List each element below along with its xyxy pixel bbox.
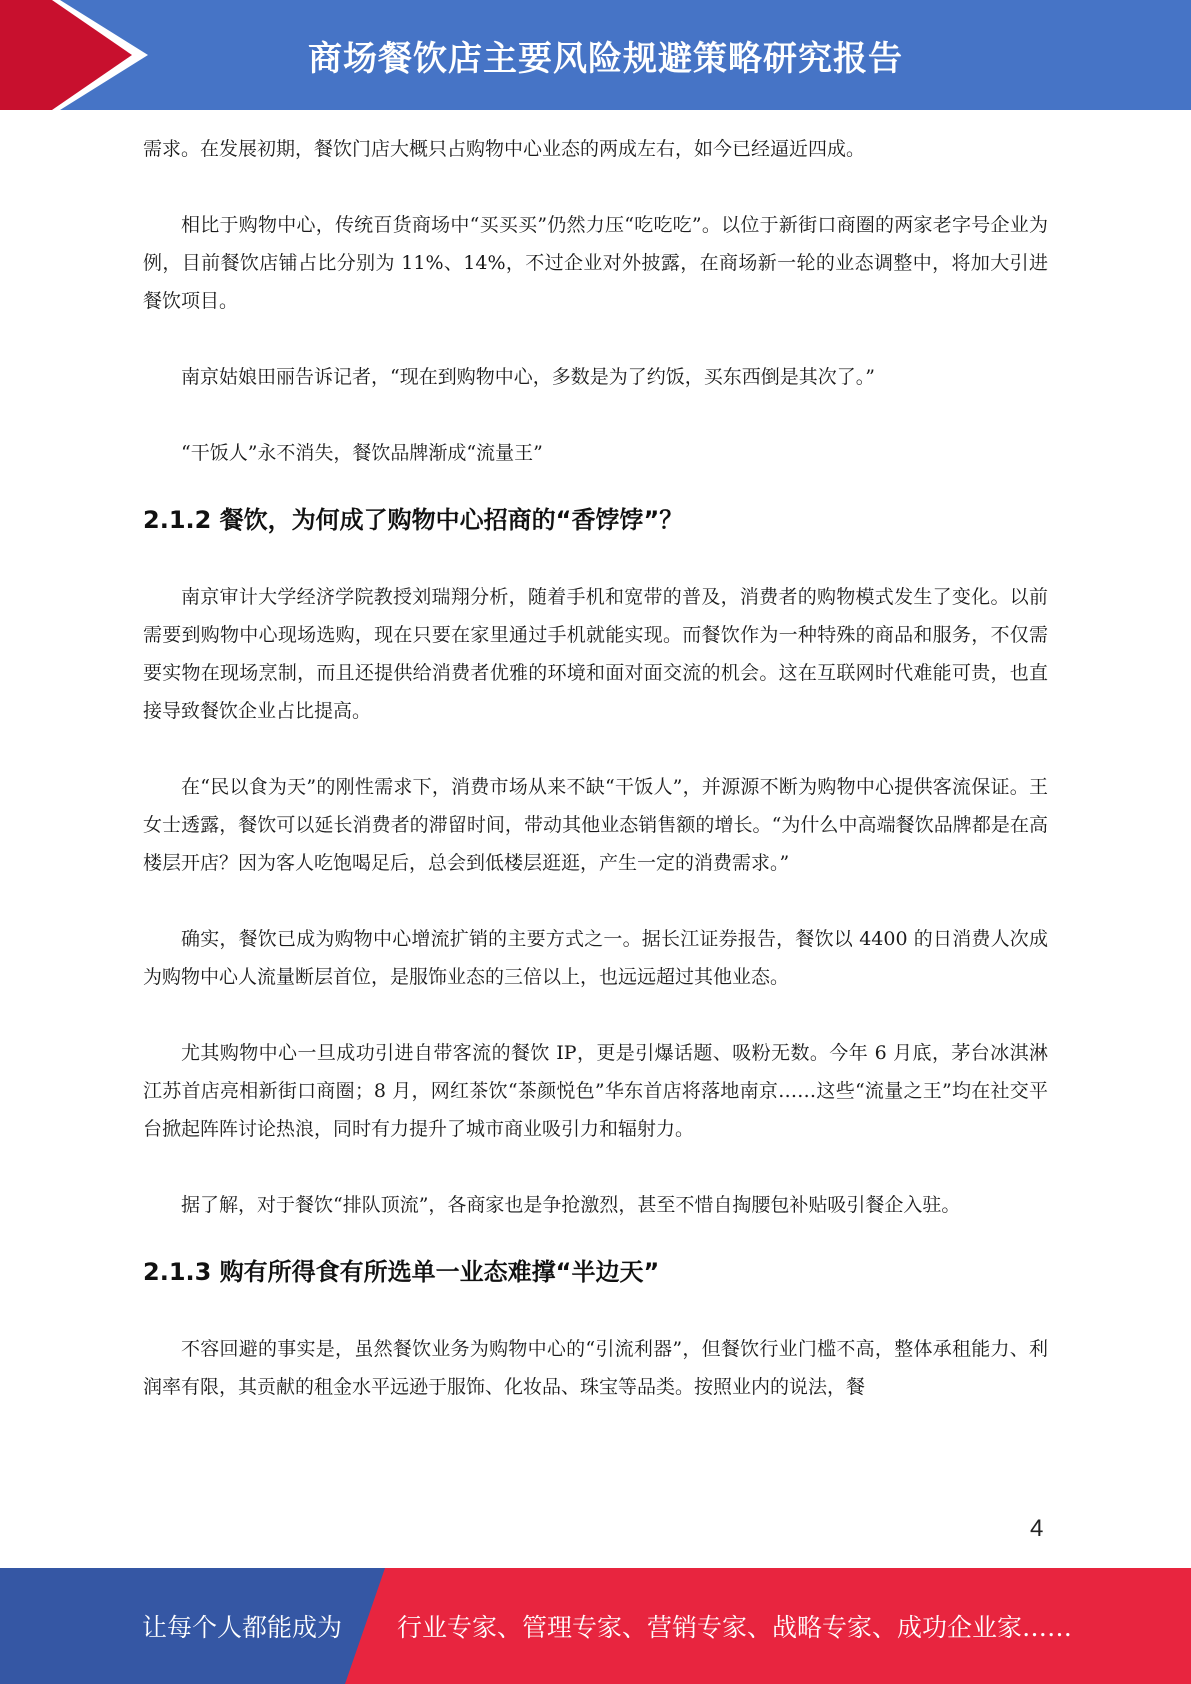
paragraph: 南京姑娘田丽告诉记者，“现在到购物中心，多数是为了约饭，买东西倒是其次了。”	[181, 366, 875, 388]
footer-slogan-left: 让每个人都能成为	[142, 1613, 343, 1642]
header-band	[0, 0, 1191, 110]
paragraph: 相比于购物中心，传统百货商场中“买买买”仍然力压“吃吃吃”。以位于新街口商圈的两家老字号企业为例，目前餐饮店铺占比分别为 11%、14%，不过企业对外披露，在商场新一轮的业态调整中，将加大引进餐饮项目。	[143, 214, 1048, 312]
paragraph: 尤其购物中心一旦成功引进自带客流的餐饮 IP，更是引爆话题、吸粉无数。今年 6 月底，茅台冰淇淋江苏首店亮相新街口商圈；8 月，网红茶饮“茶颜悦色”华东首店将落地南京……这些“流量之王”均在社交平台掀起阵阵讨论热浪，同时有力提升了城市商业吸引力和辐射力。	[143, 1042, 1048, 1140]
paragraph: 在“民以食为天”的刚性需求下，消费市场从来不缺“干饭人”，并源源不断为购物中心提供客流保证。王女士透露，餐饮可以延长消费者的滞留时间，带动其他业态销售额的增长。“为什么中高端餐饮品牌都是在高楼层开店？因为客人吃饱喝足后，总会到低楼层逛逛，产生一定的消费需求。”	[143, 776, 1048, 874]
document-body	[143, 130, 1048, 1406]
paragraph: “干饭人”永不消失，餐饮品牌渐成“流量王”	[181, 442, 543, 464]
document-title: 商场餐饮店主要风险规避策略研究报告	[308, 38, 903, 79]
section-heading: 2.1.3 购有所得食有所选单一业态难撑“半边天”	[143, 1258, 660, 1286]
paragraph: 需求。在发展初期，餐饮门店大概只占购物中心业态的两成左右，如今已经逼近四成。	[143, 138, 866, 160]
footer-band	[0, 1568, 1191, 1684]
page-number: 4	[1030, 1515, 1044, 1542]
paragraph: 不容回避的事实是，虽然餐饮业务为购物中心的“引流利器”，但餐饮行业门槛不高，整体承租能力、利润率有限，其贡献的租金水平远逊于服饰、化妆品、珠宝等品类。按照业内的说法，餐	[143, 1338, 1048, 1398]
footer-slogan-right: 行业专家、管理专家、营销专家、战略专家、成功企业家……	[397, 1613, 1073, 1642]
paragraph: 南京审计大学经济学院教授刘瑞翔分析，随着手机和宽带的普及，消费者的购物模式发生了变化。以前需要到购物中心现场选购，现在只要在家里通过手机就能实现。而餐饮作为一种特殊的商品和服务，不仅需要实物在现场烹制，而且还提供给消费者优雅的环境和面对面交流的机会。这在互联网时代难能可贵，也直接导致餐饮企业占比提高。	[143, 586, 1048, 722]
chevron-right-icon	[0, 0, 150, 110]
section-heading: 2.1.2 餐饮，为何成了购物中心招商的“香饽饽”？	[143, 506, 684, 534]
paragraph: 据了解，对于餐饮“排队顶流”，各商家也是争抢激烈，甚至不惜自掏腰包补贴吸引餐企入驻。	[181, 1194, 961, 1216]
paragraph: 确实，餐饮已成为购物中心增流扩销的主要方式之一。据长江证券报告，餐饮以 4400 的日消费人次成为购物中心人流量断层首位，是服饰业态的三倍以上，也远远超过其他业态。	[143, 928, 1048, 988]
